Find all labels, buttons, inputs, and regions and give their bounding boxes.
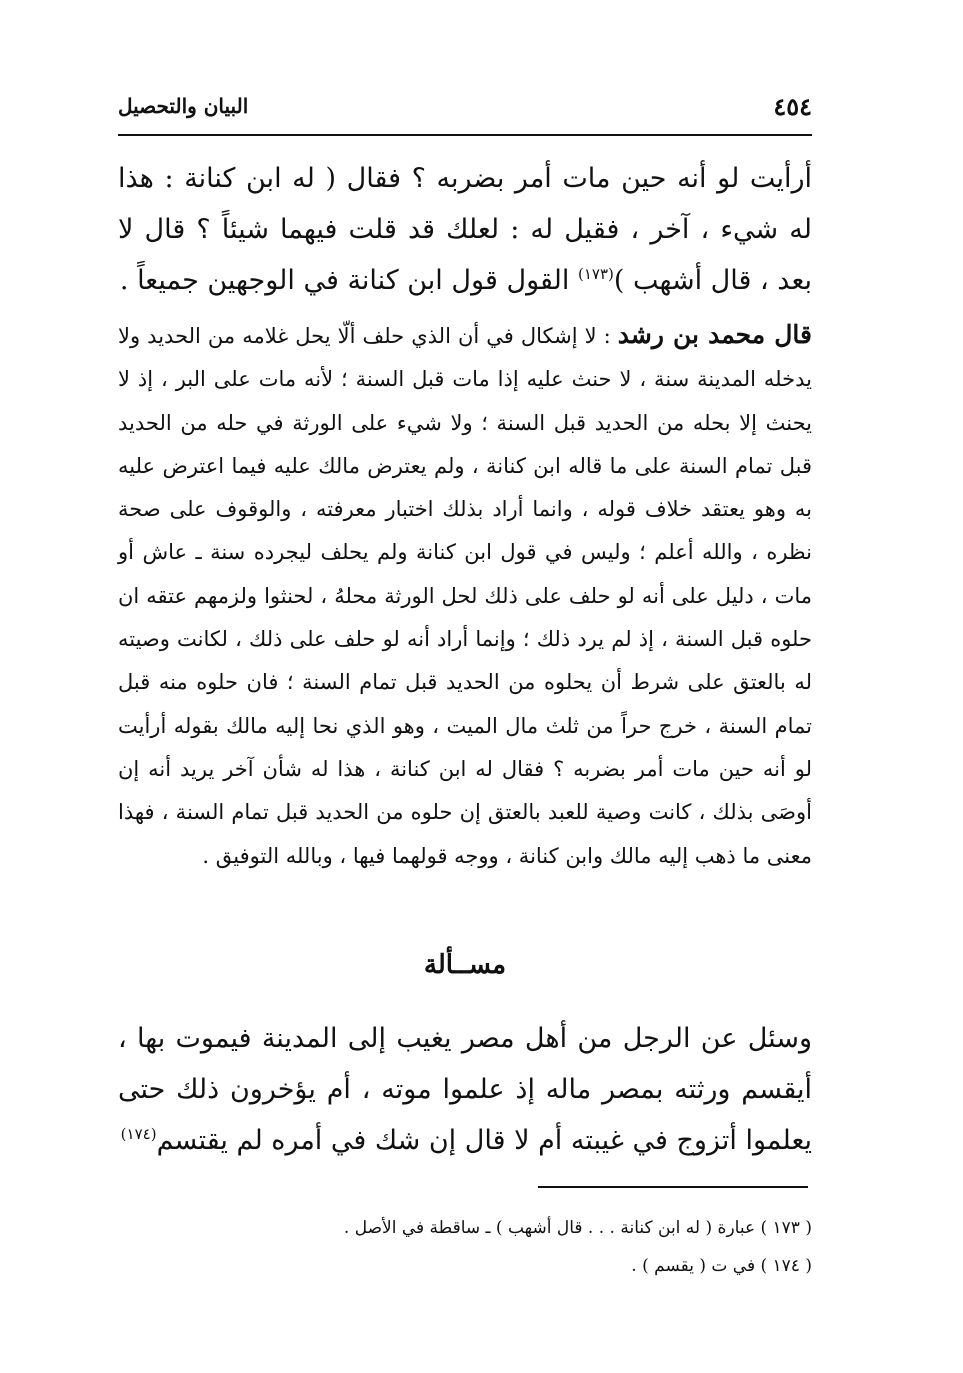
question-paragraph [118,1013,812,1166]
footnotes [118,1209,812,1285]
footnote-173: ( ١٧٣ ) عبارة ( له ابن كنانة . . . قال أشهب ) ـ ساقطة في الأصل . [343,1218,812,1238]
running-title: البيان والتحصيل [118,94,249,118]
quote-paragraph [118,153,812,306]
footnote-marker-173: (١٧٣) [577,265,614,283]
header-divider [118,134,812,136]
quote-text-before: أرأيت لو أنه حين مات أمر بضربه ؟ فقال ( له ابن كنانة : هذا له شيء ، آخر ، فقيل له : لعلك قد قلت فيهما شيئاً ؟ قال لا بعد ، قال أشهب ) [118,163,812,296]
section-heading: مســألة [423,950,507,980]
commentary-paragraph [118,313,812,878]
page-number: ٤٥٤ [773,92,812,121]
footnote-174: ( ١٧٤ ) في ت ( يقسم ) . [631,1256,812,1276]
question-text: وسئل عن الرجل من أهل مصر يغيب إلى المدينة فيموت بها ، أيقسم ورثته بمصر ماله إذ علموا موته ، أم يؤخرون ذلك حتى يعلموا أتزوج في غيبته أم لا قال إن شك في أمره لم يقتسم [118,1023,812,1156]
quote-text-after: القول قول ابن كنانة في الوجهين جميعاً . [119,265,578,296]
page-header [118,92,812,130]
footnote-marker-174: (١٧٤) [120,1125,157,1143]
commentary-text: : لا إشكال في أن الذي حلف ألّا يحل غلامه من الحديد ولا يدخله المدينة سنة ، لا حنث عليه إذا مات قبل السنة ؛ لأنه مات على البر ، إذ لا يحنث إلا بحله من الحديد قبل السنة ؛ ولا شيء على الورثة في حله من الحديد قبل تمام السنة على ما قاله ابن كنانة ، ولم يعترض مالك عليه فيما اعترض عليه به وهو يعتقد خلاف قوله ، وانما أراد بذلك اختبار معرفته ، والوقوف على صحة نظره ، والله أعلم ؛ وليس في قول ابن كنانة ولم يحلف ليجرده سنة ـ عاش أو مات ، دليل على أنه لو حلف على ذلك لحل الورثة محلهُ ، لحنثوا ولزمهم عتقه ان حلوه قبل السنة ، إذ لم يرد ذلك ؛ وإنما أراد أنه لو حلف على ذلك ، لكانت وصيته له بالعتق على شرط أن يحلوه من الحديد قبل تمام السنة ؛ فان حلوه منه قبل تمام السنة ، خرج حراً من ثلث مال الميت ، وهو الذي نحا إليه مالك بقوله أرأيت لو أنه حين مات أمر بضربه ؟ فقال له ابن كنانة ، هذا له شأن آخر يريد أنه إن أوصَى بذلك ، كانت وصية للعبد بالعتق إن حلوه من الحديد قبل تمام السنة ، فهذا معنى ما ذهب إليه مالك وابن كنانة ، ووجه قولهما فيها ، وبالله التوفيق . [118,324,812,868]
footnote-divider [538,1186,808,1188]
commentary-lead: قال محمد بن رشد [617,320,812,349]
